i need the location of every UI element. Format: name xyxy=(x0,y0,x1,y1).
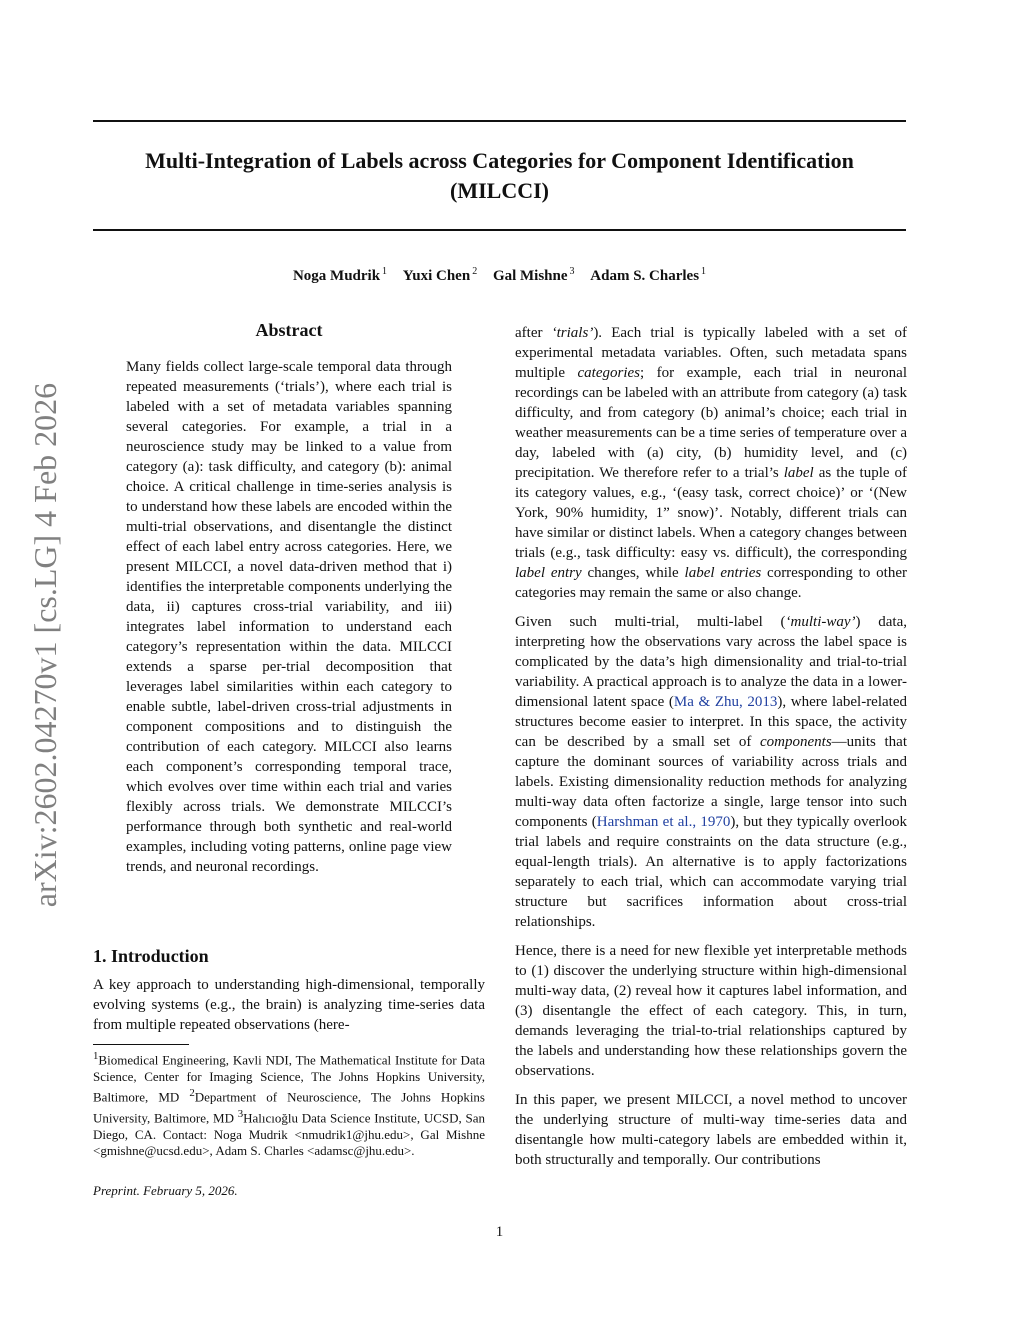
footnote-text: Biomedical Engineering, Kavli NDI, The Mathematical Institute for Data Science, Center for Imaging Science, The Johns Hopkins University, Baltimore, MD xyxy=(93,1052,485,1105)
citation-link[interactable]: Ma & Zhu, 2013 xyxy=(673,694,778,710)
footnote-mark: 1 xyxy=(93,1050,99,1062)
preprint-note: Preprint. February 5, 2026. xyxy=(93,1183,238,1198)
footnote-text: Department of Neuroscience, The Johns Hopkins University, Baltimore, MD xyxy=(93,1089,485,1126)
author-affiliation-mark: 1 xyxy=(701,266,707,277)
title-rule-top xyxy=(93,120,906,122)
author-affiliation-mark: 2 xyxy=(472,266,478,277)
text-run: after xyxy=(515,325,552,341)
text-run: ; for example, each trial in neuronal recordings can be labeled with an attribute from category (a) task difficulty, and from category (b) animal’s choice; each trial in weather measurements can be a time series of temperature over a day, labeled with (a) city, (b) humidity level, and (c) precipitation. We therefore refer to a trial’s xyxy=(515,365,907,481)
section-heading-introduction: 1. Introduction xyxy=(93,946,209,966)
text-run: ), but they typically overlook trial labels and require constraints on the data structure (e.g., equal-length trials). An alternative is to apply factorizations separately to each trial, which can accommodate varying trial structure but sacrifices information about cross-trial relationships. xyxy=(515,814,907,930)
abstract-text: Many fields collect large-scale temporal data through repeated measurements (‘trials’), where each trial is labeled with a set of metadata variables spanning several categories. For example, a trial in a neuroscience study may be linked to a value from category (a): task difficulty, and category (b): animal choice. A critical challenge in time-series analysis is to understand how these labels are encoded within the multi-trial observations, and disentangle the distinct effect of each label entry across categories. Here, we present MILCCI, a novel data-driven method that i) identifies the interpretable components underlying the data, ii) captures cross-trial variability, and iii) integrates label information to understand each category’s representation within the data. MILCCI extends a sparse per-trial decomposition that leverages label similarities within each category to enable subtle, label-driven cross-trial adjustments in component compositions and to distinguish the contribution of each category. MILCCI also learns each component’s corresponding temporal trace, which evolves over time within each trial and varies flexibly across trials. We demonstrate MILCCI’s performance through both synthetic and real-world examples, including voting patterns, online page view trends, and neuronal recordings. xyxy=(126,359,452,875)
emphasis: categories xyxy=(577,365,640,381)
introduction-text: A key approach to understanding high-dimensional, temporally evolving systems (e.g., the brain) is analyzing time-series data from multiple repeated observations (here- xyxy=(93,977,485,1033)
footnote-mark: 3 xyxy=(237,1108,244,1121)
emphasis: label entries xyxy=(684,565,762,581)
footnote-mark: 2 xyxy=(189,1087,195,1100)
right-column xyxy=(515,323,907,1179)
author-name: Noga Mudrik xyxy=(292,268,381,284)
emphasis: label xyxy=(783,465,814,481)
paragraph: In this paper, we present MILCCI, a novel method to uncover the underlying structure of multi-way time-series data and disentangle how multi-category labels are embedded within it, both structurally and temporally. Our contributions xyxy=(515,1092,907,1168)
page-number: 1 xyxy=(495,1224,504,1240)
title-rule-bottom xyxy=(93,229,906,231)
emphasis: ‘multi-way’ xyxy=(785,614,856,630)
text-run: changes, while xyxy=(581,565,685,581)
footnote-rule xyxy=(93,1044,189,1045)
paragraph xyxy=(515,612,907,932)
author-affiliation-mark: 1 xyxy=(382,266,388,277)
abstract-heading: Abstract xyxy=(255,320,323,340)
footnote-text: Halıcıoğlu Data Science Institute, UCSD, San Diego, CA. Contact: Noga Mudrik <nmudrik1@jhu.edu>, Gal Mishne <gmishne@ucsd.edu>, Adam S. Charles <adamsc@jhu.edu>. xyxy=(93,1110,485,1159)
text-run: as the tuple of its category values, e.g., ‘(easy task, correct choice)’ or ‘(New York, 90% humidity, 1” snow)’. Notably, different trials can have similar or distinct labels. When a category changes between trials (e.g., task difficulty: easy vs. difficult), the corresponding xyxy=(515,465,907,561)
emphasis: ‘trials’ xyxy=(551,325,594,341)
author xyxy=(590,268,706,284)
paragraph: Hence, there is a need for new flexible yet interpretable methods to (1) discover the underlying structure within high-dimensional multi-way data, (2) reveal how it captures label information, and (3) disentangle the effect of each category. This, in turn, demands leveraging the trial-to-trial relationships captured by the labels and understanding how these relationships govern the observations. xyxy=(515,943,907,1079)
text-run: ). Each trial is typically labeled with a set of experimental metadata variables. Often, such metadata spans multiple xyxy=(515,325,907,381)
author-name: Gal Mishne xyxy=(492,268,568,284)
text-run: ) data, interpreting how the observations vary across the label space is complicated by the data’s high dimensionality and trial-to-trial variability. A practical approach is to analyze the data in a lower-dimensional latent space ( xyxy=(515,614,907,710)
author xyxy=(493,268,575,284)
emphasis: components xyxy=(760,734,832,750)
text-run: ), where label-related structures become easier to interpret. In this space, the activity can be described by a small set of xyxy=(515,694,907,750)
paper-title: Multi-Integration of Labels across Categories for Component Identification (MILCCI) xyxy=(145,148,854,203)
author-name: Yuxi Chen xyxy=(402,268,471,284)
text-run: —units that capture the dominant sources of variability across trials and labels. Existing dimensionality reduction methods for analyzing multi-way data often factorize a single, large tensor into such components ( xyxy=(515,734,907,830)
author-name: Adam S. Charles xyxy=(590,268,700,284)
text-run: corresponding to other categories may remain the same or also change. xyxy=(515,565,907,601)
author-list xyxy=(93,266,906,285)
text-run: Given such multi-trial, multi-label ( xyxy=(515,614,786,630)
arxiv-identifier: arXiv:2602.04270v1 [cs.LG] 4 Feb 2026 xyxy=(27,382,63,908)
paragraph xyxy=(515,323,907,603)
emphasis: label entry xyxy=(515,565,582,581)
author xyxy=(403,268,477,284)
author xyxy=(293,268,387,284)
citation-link[interactable]: Harshman et al., 1970 xyxy=(596,814,731,830)
author-affiliation-mark: 3 xyxy=(569,266,575,277)
affiliation-footnote xyxy=(93,1048,485,1160)
